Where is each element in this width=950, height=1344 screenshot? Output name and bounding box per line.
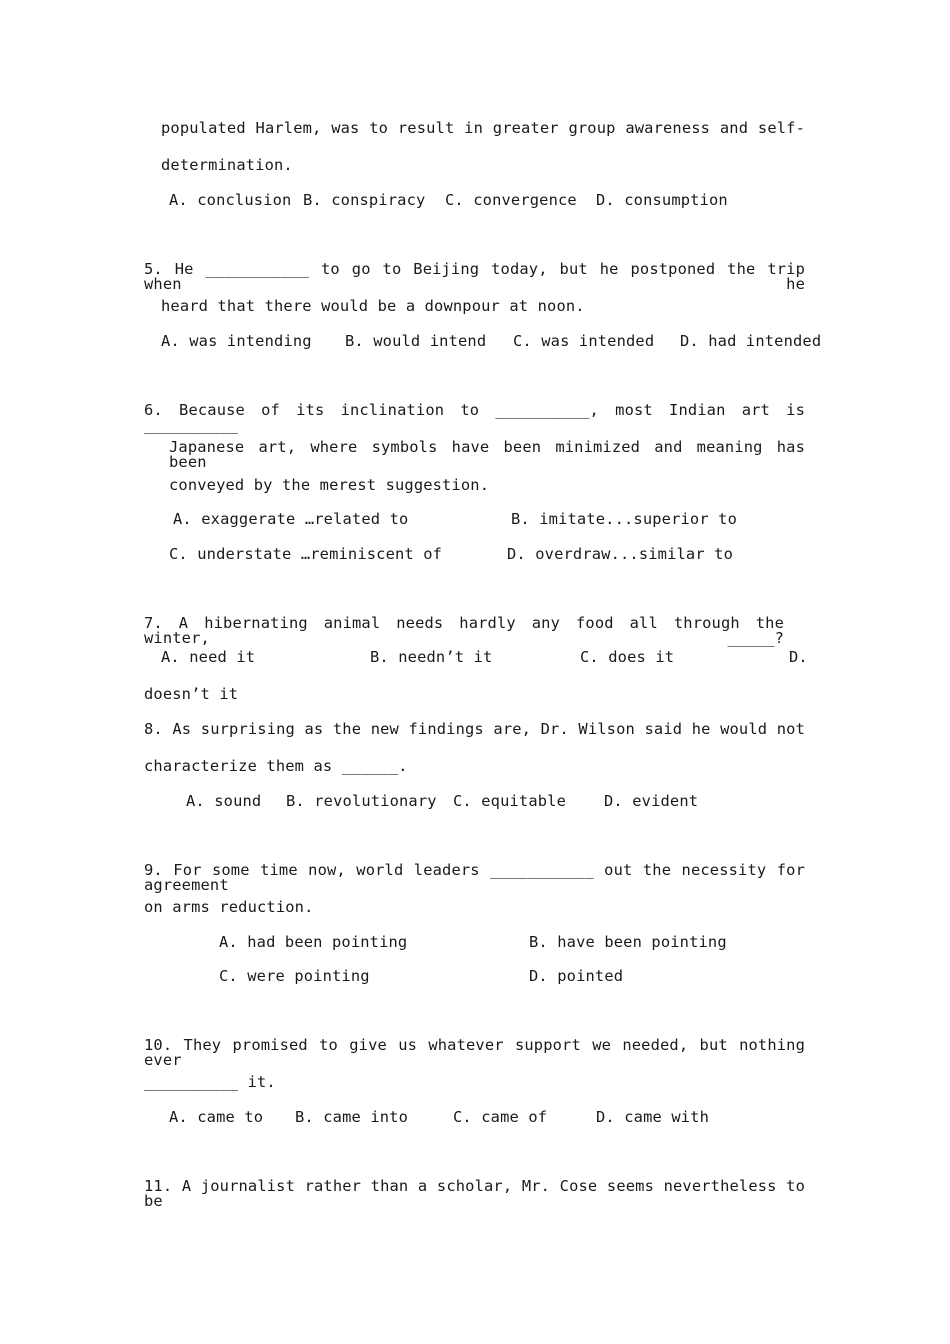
q9-text-line-1: 9. For some time now, world leaders ___________ out the necessity for agreement <box>144 861 805 895</box>
q10-option-a: A. came to <box>169 1108 264 1126</box>
q10-option-d: D. came with <box>596 1108 709 1126</box>
q4-option-c: C. convergence <box>445 191 577 209</box>
q7-option-d: D. <box>789 648 808 666</box>
q8-text-line-1: 8. As surprising as the new findings are, Dr. Wilson said he would not <box>144 720 805 738</box>
q7-option-a: A. need it <box>161 648 256 666</box>
q10-text-line-2: __________ it. <box>144 1073 276 1091</box>
q6-text-line-1: 6. Because of its inclination to __________, most Indian art is __________ <box>144 401 805 435</box>
q6-option-a: A. exaggerate …related to <box>173 510 409 528</box>
q10-option-b: B. came into <box>295 1108 408 1126</box>
q9-text-line-2: on arms reduction. <box>144 898 314 916</box>
q5-option-c: C. was intended <box>513 332 655 350</box>
q10-option-c: C. came of <box>453 1108 548 1126</box>
q4-text-line-2: determination. <box>161 156 293 174</box>
q9-option-d: D. pointed <box>529 967 624 985</box>
q8-option-a: A. sound <box>186 792 262 810</box>
q6-option-d: D. overdraw...similar to <box>507 545 733 563</box>
q6-option-c: C. understate …reminiscent of <box>169 545 443 563</box>
q7-option-b: B. needn’t it <box>370 648 493 666</box>
q9-option-c: C. were pointing <box>219 967 370 985</box>
q7-option-d-continued: doesn’t it <box>144 685 239 703</box>
q4-option-d: D. consumption <box>596 191 728 209</box>
q7-text-line-1: 7. A hibernating animal needs hardly any food all through the winter, _____? <box>144 614 784 648</box>
q8-option-c: C. equitable <box>453 792 566 810</box>
q8-option-b: B. revolutionary <box>286 792 437 810</box>
q8-text-line-2: characterize them as ______. <box>144 757 408 775</box>
q4-option-a: A. conclusion <box>169 191 292 209</box>
q6-text-line-2: Japanese art, where symbols have been minimized and meaning has been <box>169 438 805 472</box>
q5-option-d: D. had intended <box>680 332 822 350</box>
q8-option-d: D. evident <box>604 792 699 810</box>
q5-option-b: B. would intend <box>345 332 487 350</box>
q6-option-b: B. imitate...superior to <box>511 510 737 528</box>
q5-text-line-1: 5. He ___________ to go to Beijing today, but he postponed the trip when he <box>144 260 805 294</box>
q5-option-a: A. was intending <box>161 332 312 350</box>
q9-option-b: B. have been pointing <box>529 933 727 951</box>
q6-text-line-3: conveyed by the merest suggestion. <box>169 476 490 494</box>
q10-text-line-1: 10. They promised to give us whatever support we needed, but nothing ever <box>144 1036 805 1070</box>
q4-text-line-1: populated Harlem, was to result in greater group awareness and self- <box>161 119 805 137</box>
q9-option-a: A. had been pointing <box>219 933 408 951</box>
q11-text-line-1: 11. A journalist rather than a scholar, Mr. Cose seems nevertheless to be <box>144 1177 805 1211</box>
q5-text-line-2: heard that there would be a downpour at noon. <box>161 297 585 315</box>
q7-option-c: C. does it <box>580 648 675 666</box>
q4-option-b: B. conspiracy <box>303 191 426 209</box>
